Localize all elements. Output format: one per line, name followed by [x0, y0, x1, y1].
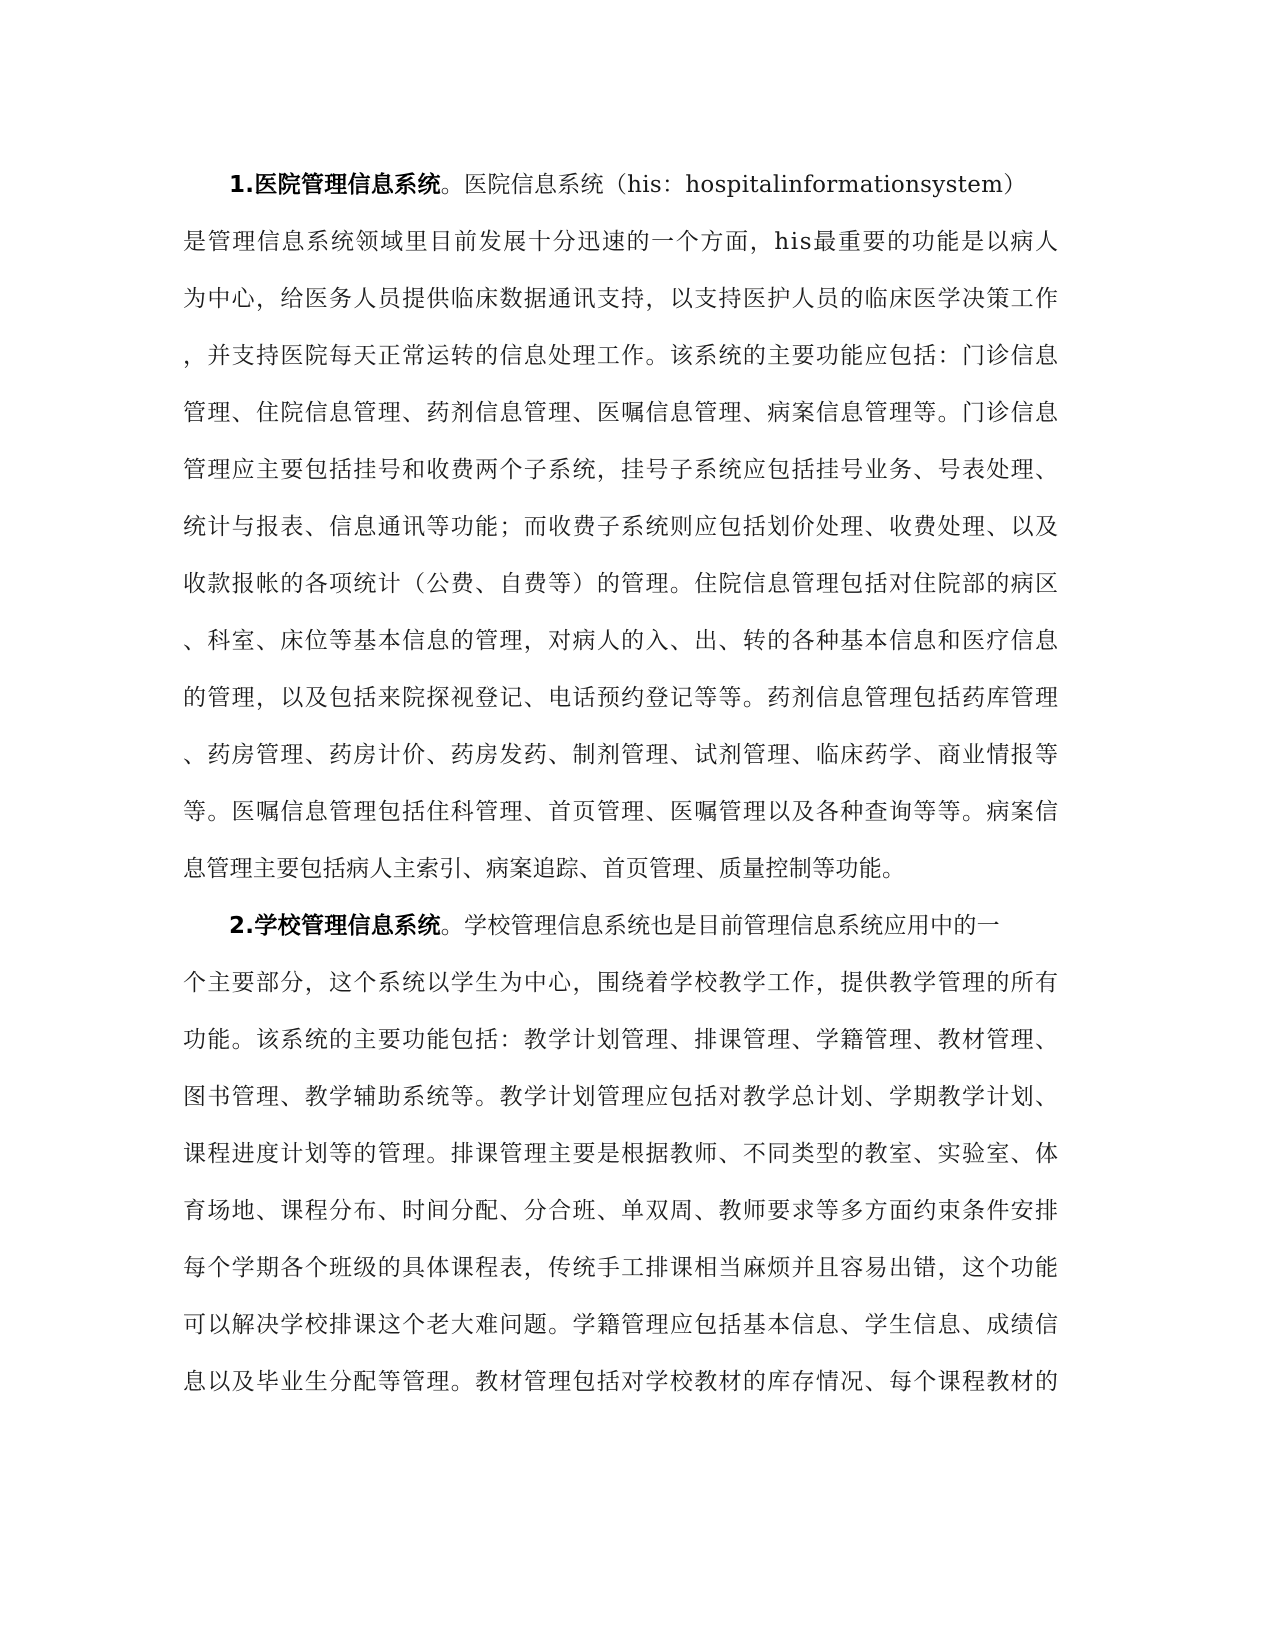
paragraph-line — [183, 1191, 1058, 1231]
paragraph-line — [183, 336, 1058, 376]
paragraph-line-text: 功能。该系统的主要功能包括：教学计划管理、排课管理、学籍管理、教材管理、 — [183, 1027, 1060, 1053]
section-2-heading: 2.学校管理信息系统 — [229, 913, 441, 939]
paragraph-line-text: 为中心，给医务人员提供临床数据通讯支持，以支持医护人员的临床医学决策工作 — [183, 286, 1060, 312]
paragraph-line-text: 收款报帐的各项统计（公费、自费等）的管理。住院信息管理包括对住院部的病区 — [183, 571, 1060, 597]
paragraph-line-text: 图书管理、教学辅助系统等。教学计划管理应包括对教学总计划、学期教学计划、 — [183, 1084, 1060, 1110]
paragraph-line-text: 、药房管理、药房计价、药房发药、制剂管理、试剂管理、临床药学、商业情报等 — [183, 742, 1060, 768]
paragraph-line — [183, 792, 1058, 832]
paragraph-line — [183, 279, 1058, 319]
paragraph-line-text: 是管理信息系统领域里目前发展十分迅速的一个方面，his最重要的功能是以病人 — [183, 229, 1060, 255]
paragraph-line-text: 管理应主要包括挂号和收费两个子系统，挂号子系统应包括挂号业务、号表处理、 — [183, 457, 1060, 483]
paragraph-line-text: 息以及毕业生分配等管理。教材管理包括对学校教材的库存情况、每个课程教材的 — [183, 1369, 1060, 1395]
paragraph-line-text: ，并支持医院每天正常运转的信息处理工作。该系统的主要功能应包括：门诊信息 — [183, 343, 1060, 369]
paragraph-line — [183, 621, 1058, 661]
paragraph-line-text: 可以解决学校排课这个老大难问题。学籍管理应包括基本信息、学生信息、成绩信 — [183, 1312, 1060, 1338]
paragraph-line: 。学校管理信息系统也是目前管理信息系统应用中的一 — [440, 913, 1000, 939]
paragraph-line — [183, 222, 1058, 262]
paragraph-line-text: 课程进度计划等的管理。排课管理主要是根据教师、不同类型的教室、实验室、体 — [183, 1141, 1060, 1167]
paragraph-line-text: 、科室、床位等基本信息的管理，对病人的入、出、转的各种基本信息和医疗信息 — [183, 628, 1060, 654]
paragraph-line — [183, 564, 1058, 604]
paragraph-line-text: 息管理主要包括病人主索引、病案追踪、首页管理、质量控制等功能。 — [183, 856, 906, 882]
paragraph-line — [183, 507, 1058, 547]
paragraph-line — [183, 678, 1058, 718]
paragraph-line — [183, 1248, 1058, 1288]
paragraph-line-text: 育场地、课程分布、时间分配、分合班、单双周、教师要求等多方面约束条件安排 — [183, 1198, 1060, 1224]
paragraph-line — [183, 735, 1058, 775]
paragraph-line-text: 管理、住院信息管理、药剂信息管理、医嘱信息管理、病案信息管理等。门诊信息 — [183, 400, 1060, 426]
paragraph-line-text: 等。医嘱信息管理包括住科管理、首页管理、医嘱管理以及各种查询等等。病案信 — [183, 799, 1060, 825]
section-1-first-line — [183, 165, 1027, 205]
paragraph-line — [183, 450, 1058, 490]
paragraph-line-text: 的管理，以及包括来院探视登记、电话预约登记等等。药剂信息管理包括药库管理 — [183, 685, 1060, 711]
paragraph-line — [183, 1305, 1058, 1345]
paragraph-line — [183, 963, 1058, 1003]
paragraph-line-text: 每个学期各个班级的具体课程表，传统手工排课相当麻烦并且容易出错，这个功能 — [183, 1255, 1060, 1281]
section-2-first-line — [183, 906, 1000, 946]
paragraph-line-text: 个主要部分，这个系统以学生为中心，围绕着学校教学工作，提供教学管理的所有 — [183, 970, 1060, 996]
paragraph-line — [183, 393, 1058, 433]
paragraph-line — [183, 849, 905, 889]
section-1-heading: 1.医院管理信息系统 — [229, 172, 441, 198]
paragraph-line-text: 统计与报表、信息通讯等功能；而收费子系统则应包括划价处理、收费处理、以及 — [183, 514, 1060, 540]
paragraph-line — [183, 1134, 1058, 1174]
paragraph-line: 。医院信息系统（his：hospitalinformationsystem） — [440, 172, 1027, 198]
paragraph-line — [183, 1362, 1058, 1402]
paragraph-line — [183, 1077, 1058, 1117]
paragraph-line — [183, 1020, 1058, 1060]
